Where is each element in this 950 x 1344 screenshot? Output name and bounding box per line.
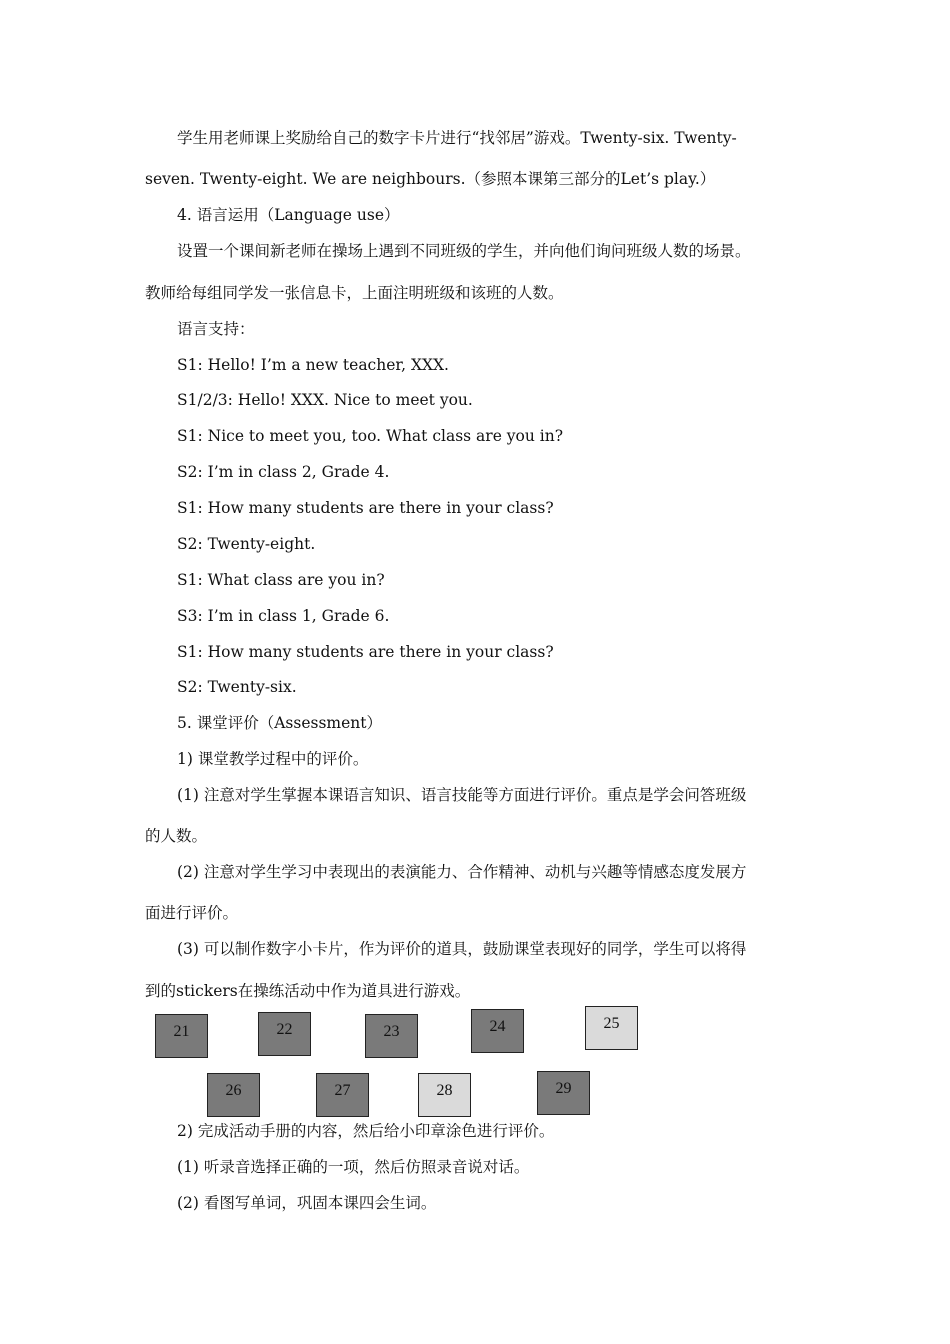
number-card: 22 <box>258 1012 311 1056</box>
text-line: (1) 听录音选择正确的一项，然后仿照录音说对话。 <box>177 1158 530 1176</box>
number-card: 29 <box>537 1071 590 1115</box>
text-line: 的人数。 <box>145 827 208 845</box>
text-line: 到的stickers在操练活动中作为道具进行游戏。 <box>145 982 471 1000</box>
text-line: (1) 注意对学生掌握本课语言知识、语言技能等方面进行评价。重点是学会问答班级 <box>177 786 747 804</box>
number-card: 28 <box>418 1073 471 1117</box>
number-card: 26 <box>207 1073 260 1117</box>
number-card: 21 <box>155 1014 208 1058</box>
text-line: seven. Twenty-eight. We are neighbours.（参照本课第三部分的Let’s play.） <box>145 170 716 188</box>
text-line: 学生用老师课上奖励给自己的数字卡片进行“找邻居”游戏。Twenty-six. Twenty- <box>177 129 737 147</box>
text-line: (2) 注意对学生学习中表现出的表演能力、合作精神、动机与兴趣等情感态度发展方 <box>177 863 747 881</box>
dialogue-line: S2: Twenty-eight. <box>177 535 316 553</box>
text-line: (2) 看图写单词，巩固本课四会生词。 <box>177 1194 437 1212</box>
dialogue-line: S1/2/3: Hello! XXX. Nice to meet you. <box>177 391 473 409</box>
dialogue-line: S2: I’m in class 2, Grade 4. <box>177 463 390 481</box>
dialogue-line: S2: Twenty-six. <box>177 678 297 696</box>
number-card: 25 <box>585 1006 638 1050</box>
number-card: 24 <box>471 1009 524 1053</box>
section-heading: 4. 语言运用（Language use） <box>177 206 400 224</box>
dialogue-line: S1: Nice to meet you, too. What class are you in? <box>177 427 564 445</box>
dialogue-line: S1: How many students are there in your class? <box>177 499 554 517</box>
text-line: 语言支持： <box>177 320 255 338</box>
text-line: (3) 可以制作数字小卡片，作为评价的道具，鼓励课堂表现好的同学，学生可以将得 <box>177 940 747 958</box>
dialogue-line: S3: I’m in class 1, Grade 6. <box>177 607 390 625</box>
dialogue-line: S1: How many students are there in your class? <box>177 643 554 661</box>
section-heading: 5. 课堂评价（Assessment） <box>177 714 382 732</box>
text-line: 设置一个课间新老师在操场上遇到不同班级的学生，并向他们询问班级人数的场景。 <box>177 242 751 260</box>
text-line: 教师给每组同学发一张信息卡，上面注明班级和该班的人数。 <box>145 284 564 302</box>
number-card: 27 <box>316 1073 369 1117</box>
text-line: 1) 课堂教学过程中的评价。 <box>177 750 369 768</box>
dialogue-line: S1: Hello! I’m a new teacher, XXX. <box>177 356 449 374</box>
text-line: 面进行评价。 <box>145 904 239 922</box>
text-line: 2) 完成活动手册的内容，然后给小印章涂色进行评价。 <box>177 1122 555 1140</box>
number-card: 23 <box>365 1014 418 1058</box>
dialogue-line: S1: What class are you in? <box>177 571 385 589</box>
